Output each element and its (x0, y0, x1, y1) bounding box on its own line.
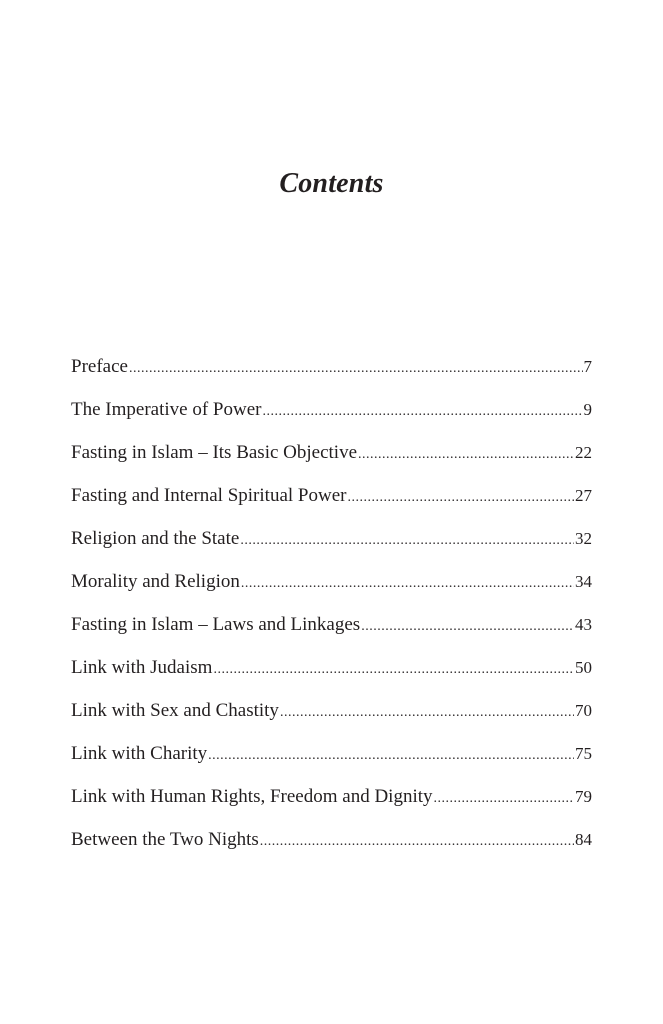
toc-entry[interactable] (71, 653, 592, 696)
toc-entry[interactable] (71, 524, 592, 567)
toc-entry[interactable] (71, 739, 592, 782)
toc-entry-title: Between the Two Nights (71, 829, 259, 850)
toc-entry-page: 75 (575, 744, 592, 763)
toc-entry-title: Fasting in Islam – Its Basic Objective (71, 442, 358, 463)
toc-entry[interactable] (71, 481, 592, 524)
dot-leader (260, 827, 574, 857)
toc-entry-title: Religion and the State (71, 528, 240, 549)
dot-leader (280, 698, 574, 728)
toc-entry-page: 7 (583, 357, 592, 376)
dot-leader (262, 397, 582, 427)
page-title: Contents (279, 168, 384, 199)
toc-entry[interactable] (71, 782, 592, 825)
toc-entry-title: Fasting in Islam – Laws and Linkages (71, 614, 361, 635)
toc-entry-page: 34 (575, 572, 592, 591)
toc-entry-page: 43 (575, 615, 592, 634)
toc-entry[interactable] (71, 567, 592, 610)
toc-entry[interactable] (71, 438, 592, 481)
toc-entry[interactable] (71, 696, 592, 739)
dot-leader (208, 741, 574, 771)
table-of-contents (71, 352, 592, 868)
toc-entry-title: Morality and Religion (71, 571, 240, 592)
toc-entry-page: 9 (583, 400, 592, 419)
dot-leader (358, 440, 574, 470)
toc-entry-page: 70 (575, 701, 592, 720)
toc-entry-title: Fasting and Internal Spiritual Power (71, 485, 347, 506)
toc-entry-title: Link with Sex and Chastity (71, 700, 279, 721)
toc-entry[interactable] (71, 395, 592, 438)
dot-leader (347, 483, 574, 513)
toc-entry[interactable] (71, 825, 592, 868)
toc-entry[interactable] (71, 610, 592, 653)
toc-entry[interactable] (71, 352, 592, 395)
toc-entry-page: 27 (575, 486, 592, 505)
dot-leader (434, 784, 574, 814)
dot-leader (241, 569, 574, 599)
toc-entry-page: 32 (575, 529, 592, 548)
toc-entry-page: 84 (575, 830, 592, 849)
toc-entry-page: 50 (575, 658, 592, 677)
toc-entry-title: The Imperative of Power (71, 399, 262, 420)
dot-leader (129, 354, 583, 384)
toc-entry-title: Link with Judaism (71, 657, 213, 678)
toc-entry-page: 79 (575, 787, 592, 806)
dot-leader (240, 526, 574, 556)
toc-entry-title: Preface (71, 356, 128, 377)
toc-entry-page: 22 (575, 443, 592, 462)
dot-leader (361, 612, 574, 642)
dot-leader (213, 655, 574, 685)
toc-entry-title: Link with Charity (71, 743, 208, 764)
toc-entry-title: Link with Human Rights, Freedom and Dignity (71, 786, 433, 807)
